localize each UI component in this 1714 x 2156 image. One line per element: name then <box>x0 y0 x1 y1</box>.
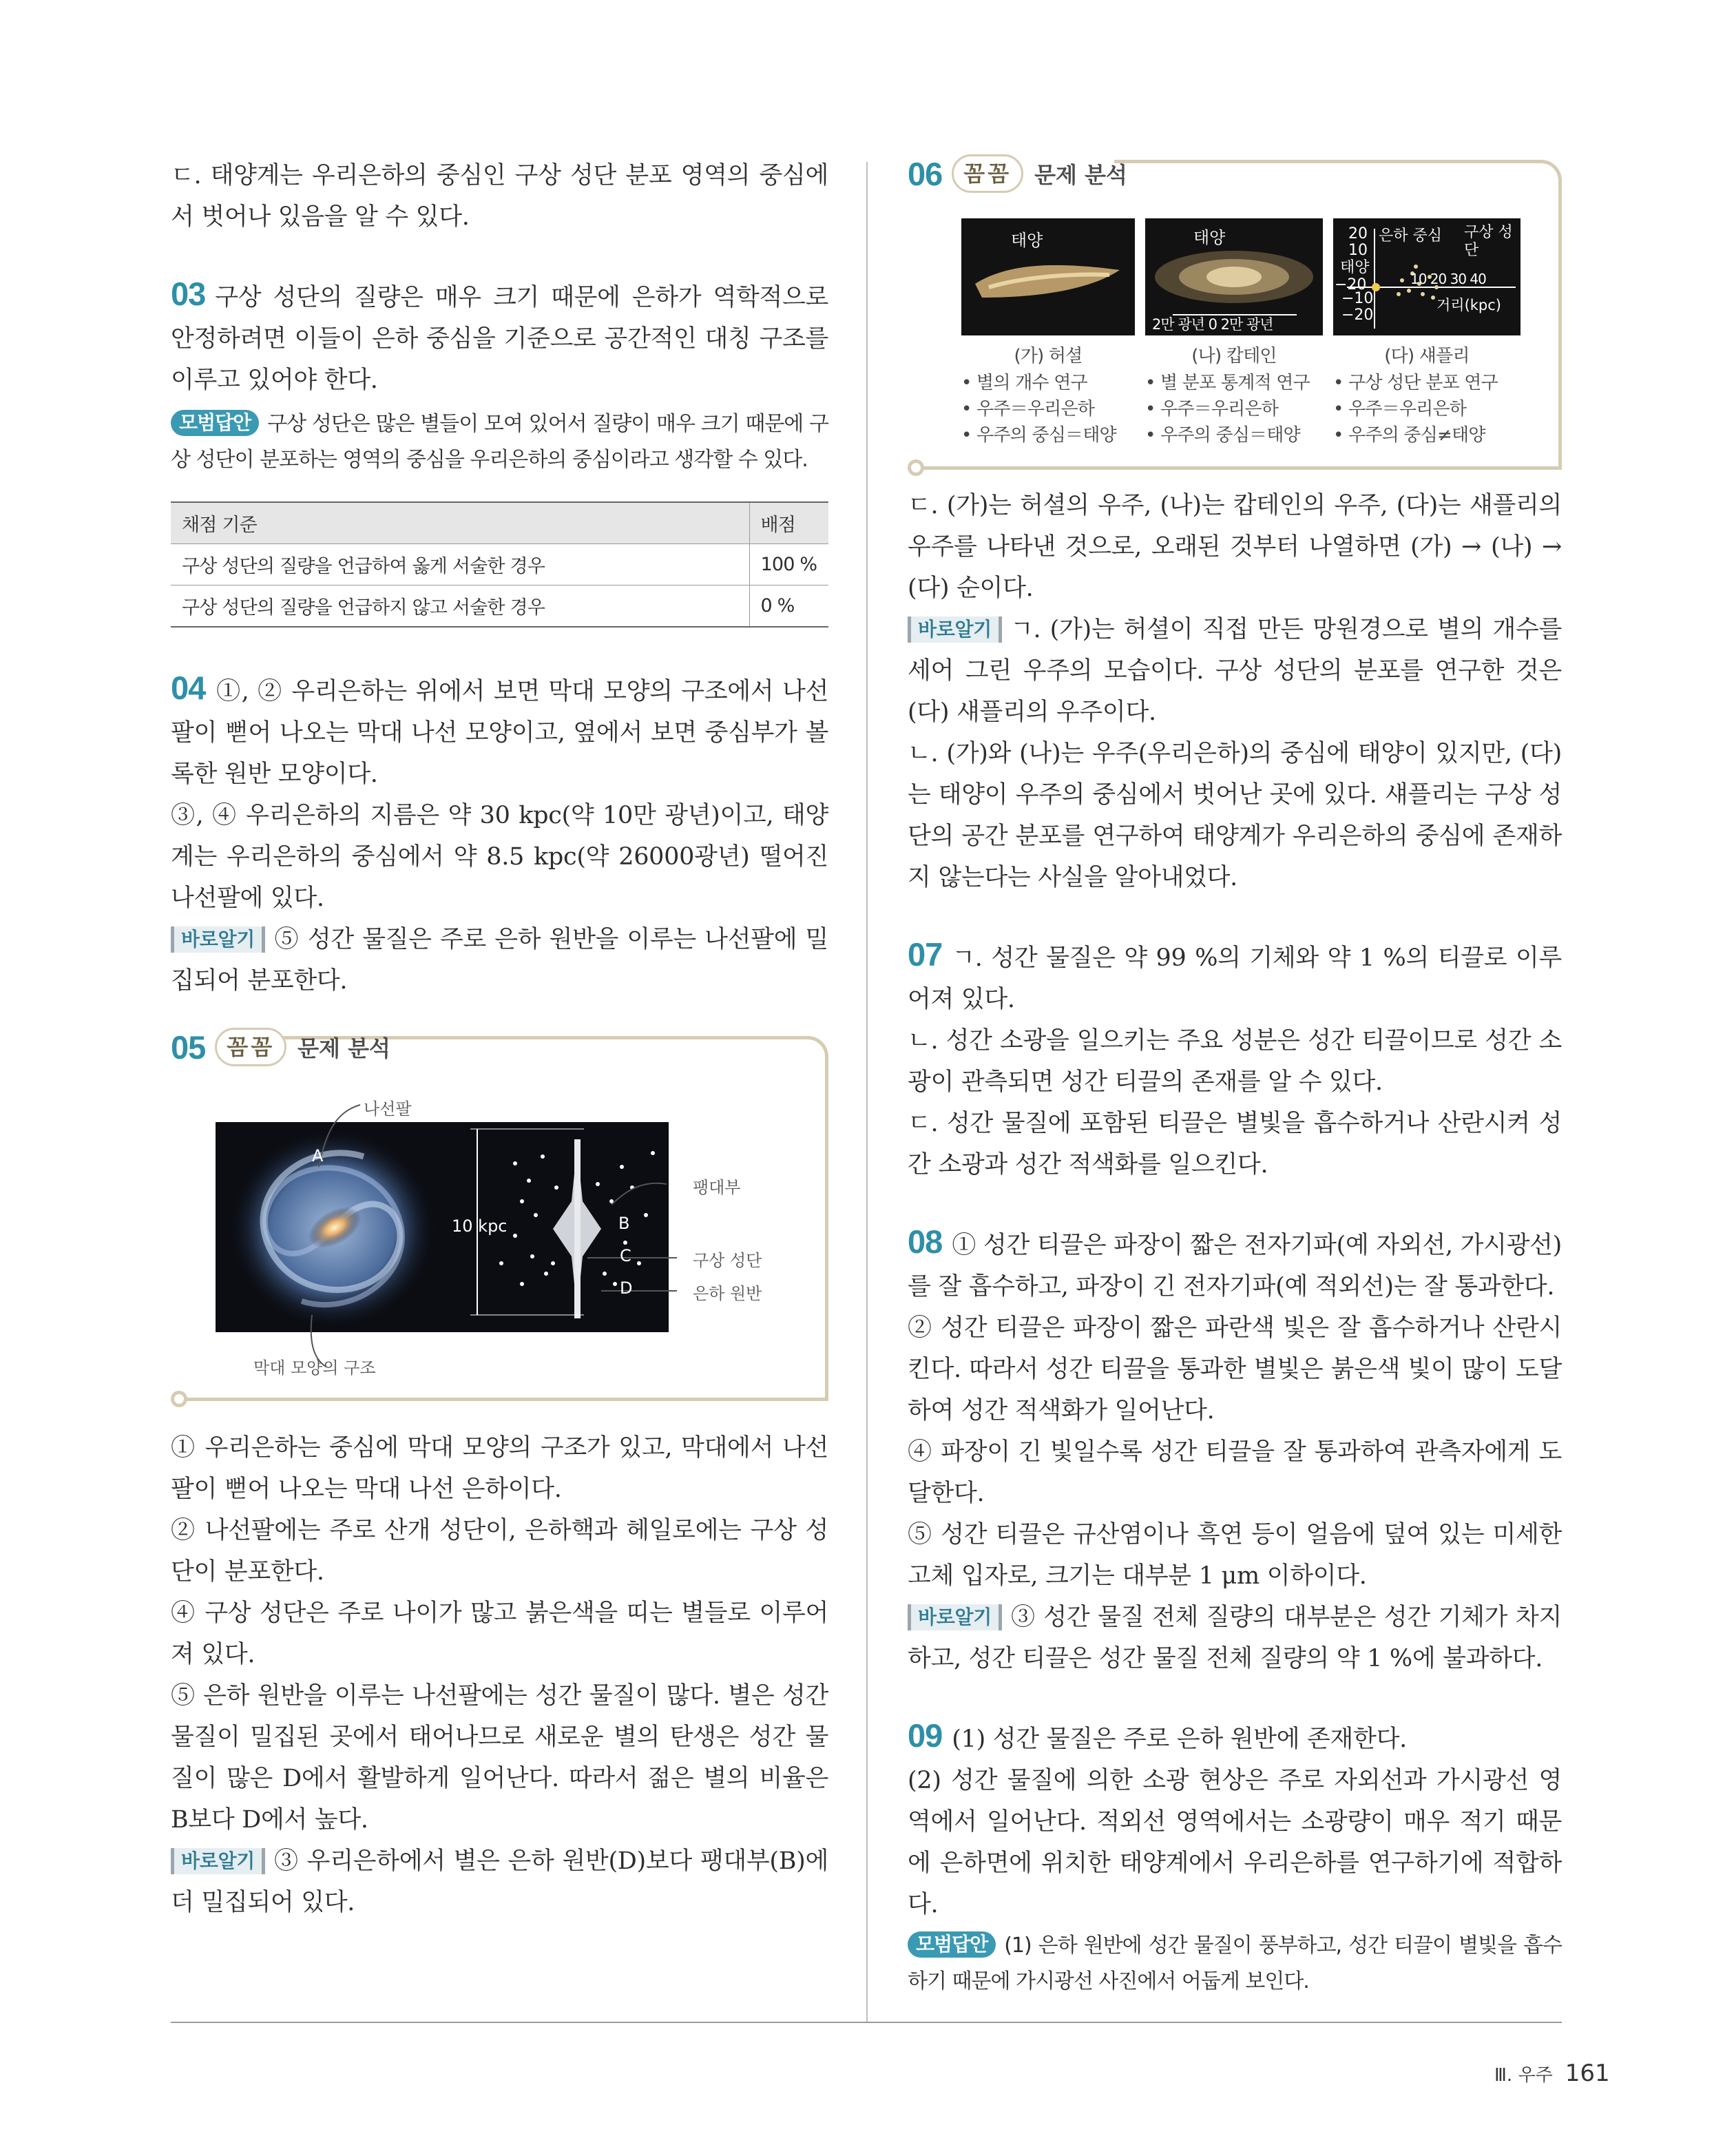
box-frame-right <box>1558 180 1562 470</box>
q07-p1 <box>908 934 1562 1020</box>
table-cell: 100 % <box>749 544 828 585</box>
tick-y-minus10: −10 <box>1341 290 1374 307</box>
panel-shapley <box>1333 218 1520 335</box>
box-frame-top <box>1114 160 1562 187</box>
milky-way-diagram <box>171 1036 828 1394</box>
q05-number: 05 <box>171 1028 206 1066</box>
label-sun: 태양 <box>1340 259 1370 276</box>
kkomkkom-badge: 꼼꼼 <box>215 1028 286 1066</box>
shapley-bullet: • 우주＝우리은하 <box>1333 399 1467 419</box>
q06-fix <box>908 609 1562 733</box>
column-divider <box>866 162 868 2022</box>
shapley-bullet: • 구상 성단 분포 연구 <box>1333 373 1498 393</box>
q09-p2: (2) 성간 물질에 의한 소광 현상은 주로 자외선과 가시광선 영역에서 일어난다. 적외선 영역에서는 소광량이 매우 적기 때문에 은하면에 위치한 태양계에서 우리은하를 연구하기에 적합하다. <box>908 1767 1562 1918</box>
q04-p1 <box>171 667 828 795</box>
table-header-criteria: 채점 기준 <box>171 502 749 544</box>
q07-p3: ㄷ. 성간 물질에 포함된 티끌은 별빛을 흡수하거나 산란시켜 성간 소광과 성간 적색화를 일으킨다. <box>908 1110 1562 1179</box>
q04-number: 04 <box>171 670 206 706</box>
q03-number: 03 <box>171 276 206 312</box>
q08-p1 <box>908 1221 1562 1307</box>
q09-model-text: (1) 은하 원반에 성간 물질이 풍부하고, 성간 티끌이 별빛을 흡수하기 때문에 가시광선 사진에서 어둡게 보인다. <box>908 1934 1562 1993</box>
q04-fix <box>171 919 828 1002</box>
label-galactic-center: 은하 중심 <box>1379 227 1443 245</box>
model-answer-badge: 모범답안 <box>908 1931 996 1958</box>
q06-header <box>908 154 1127 193</box>
page-number: 161 <box>1565 2060 1610 2087</box>
q03-text <box>171 273 828 401</box>
q08-p1-body: ① 성간 티끌은 파장이 짧은 전자기파(예 자외선, 가시광선)를 잘 흡수하고, 파장이 긴 전자기파(예 적외선)는 잘 통과한다. <box>908 1232 1562 1300</box>
caption-herschel: (가) 허셜 <box>1014 346 1083 366</box>
q06-number: 06 <box>908 155 943 192</box>
q09-p1 <box>908 1715 1562 1760</box>
q08-p3: ④ 파장이 긴 빛일수록 성간 티끌을 잘 통과하여 관측자에게 도달한다. <box>908 1438 1562 1507</box>
bottom-rule <box>171 2022 1562 2023</box>
galaxy-face-on <box>229 1129 436 1329</box>
q06-analysis-box <box>908 155 1562 484</box>
kapteyn-bullet: • 별 분포 통계적 연구 <box>1145 373 1310 393</box>
q03-model-answer <box>171 406 828 478</box>
section-label: Ⅲ. 우주 <box>1494 2065 1553 2086</box>
q08-fix <box>908 1597 1562 1679</box>
page-footer <box>1494 2060 1610 2087</box>
q06-fix-text: ㄱ. (가)는 허셜이 직접 만든 망원경으로 별의 개수를 세어 그린 우주의 모습이다. 구상 성단의 분포를 연구한 것은 (다) 섀플리의 우주이다. <box>908 616 1562 726</box>
kapteyn-bullet: • 우주의 중심＝태양 <box>1145 425 1300 446</box>
milky-way-figure <box>171 1036 828 1394</box>
q08-p4: ⑤ 성간 티끌은 규산염이나 흑연 등이 얼음에 덮여 있는 미세한 고체 입자로, 크기는 대부분 1 μm 이하이다. <box>908 1521 1562 1590</box>
box-frame-bottom <box>921 466 1562 470</box>
q09-model-answer <box>908 1928 1562 2000</box>
q09-number: 09 <box>908 1717 943 1754</box>
tick-y-20: 20 <box>1348 225 1368 242</box>
fix-badge: 바로알기 <box>908 616 1002 643</box>
q04-p1-body: ①, ② 우리은하는 위에서 보면 막대 모양의 구조에서 나선팔이 뻗어 나오는 막대 나선 모양이고, 옆에서 보면 중심부가 볼록한 원반 모양이다. <box>171 678 828 788</box>
kkomkkom-badge: 꼼꼼 <box>952 154 1023 193</box>
herschel-universe-diagram <box>961 218 1135 335</box>
q08-number: 08 <box>908 1223 943 1260</box>
box-title: 문제 분석 <box>297 1035 390 1061</box>
q05-fix-text: ③ 우리은하에서 별은 은하 원반(D)보다 팽대부(B)에 더 밀집되어 있다. <box>171 1847 828 1916</box>
tick-y-minus20: −20 <box>1335 276 1367 293</box>
label-A: A <box>312 1146 324 1165</box>
label-scale: 2만 광년 0 2만 광년 <box>1152 316 1273 333</box>
label-spiral-arm: 나선팔 <box>364 1099 412 1119</box>
tick-x-labels: 10 20 30 40 <box>1410 271 1486 287</box>
label-galactic-disk: 은하 원반 <box>693 1284 762 1303</box>
table-cell: 구상 성단의 질량을 언급하여 옳게 서술한 경우 <box>171 544 749 585</box>
caption-kapteyn: (나) 캅테인 <box>1191 346 1277 366</box>
q04-p2: ③, ④ 우리은하의 지름은 약 30 kpc(약 10만 광년)이고, 태양계는 우리은하의 중심에서 약 8.5 kpc(약 26000광년) 떨어진 나선팔에 있다. <box>171 802 828 912</box>
label-bulge: 팽대부 <box>693 1178 741 1197</box>
right-column <box>908 155 1562 2000</box>
table-row <box>171 544 828 585</box>
q05-p3: ④ 구상 성단은 주로 나이가 많고 붉은색을 띠는 별들로 이루어져 있다. <box>171 1599 828 1668</box>
table-cell: 0 % <box>749 585 828 628</box>
fix-badge: 바로알기 <box>171 926 265 953</box>
herschel-bullet: • 별의 개수 연구 <box>961 373 1087 393</box>
label-sun: 태양 <box>1011 231 1043 250</box>
panel-kapteyn <box>1145 218 1323 335</box>
q06-p2: ㄴ. (가)와 (나)는 우주(우리은하)의 중심에 태양이 있지만, (다)는 태양이 우주의 중심에서 벗어난 곳에 있다. 섀플리는 구상 성단의 공간 분포를 연구하여 태양계가 우리은하의 중심에 존재하지 않는다는 사실을 알아내었다. <box>908 740 1562 891</box>
tick-y-10: 10 <box>1348 242 1368 259</box>
tick-y-minus20: −20 <box>1341 307 1374 324</box>
caption-shapley: (다) 섀플리 <box>1384 346 1470 366</box>
q07-p2: ㄴ. 성간 소광을 일으키는 주요 성분은 성간 티끌이므로 성간 소광이 관측되면 성간 티끌의 존재를 알 수 있다. <box>908 1027 1562 1096</box>
fix-badge: 바로알기 <box>908 1604 1002 1630</box>
q08-p2: ② 성간 티끌은 파장이 짧은 파란색 빛은 잘 흡수하거나 산란시킨다. 따라서 성간 티끌을 통과한 별빛은 붉은색 빛이 많이 도달하여 성간 적색화가 일어난다. <box>908 1314 1562 1424</box>
model-answer-badge: 모범답안 <box>171 410 259 436</box>
q05-p2: ② 나선팔에는 주로 산개 성단이, 은하핵과 헤일로에는 구상 성단이 분포한다. <box>171 1517 828 1586</box>
label-globular-cluster: 구상 성단 <box>693 1251 762 1270</box>
q05-p1: ① 우리은하는 중심에 막대 모양의 구조가 있고, 막대에서 나선팔이 뻗어 나오는 막대 나선 은하이다. <box>171 1434 828 1503</box>
label-D: D <box>620 1278 633 1298</box>
label-sun: 태양 <box>1193 228 1226 247</box>
q09-p1-body: (1) 성간 물질은 주로 은하 원반에 존재한다. <box>952 1725 1407 1753</box>
fix-badge: 바로알기 <box>171 1848 265 1874</box>
q05-fix <box>171 1841 828 1923</box>
panel-herschel <box>961 218 1135 335</box>
kapteyn-bullet: • 우주＝우리은하 <box>1145 399 1279 419</box>
left-column <box>171 155 828 1923</box>
q03-model-text: 구상 성단은 많은 별들이 모여 있어서 질량이 매우 크기 때문에 구상 성단이 분포하는 영역의 중심을 우리은하의 중심이라고 생각할 수 있다. <box>171 412 828 472</box>
q07-number: 07 <box>908 936 943 973</box>
shapley-bullet: • 우주의 중심≠태양 <box>1333 425 1485 446</box>
box-end-dot <box>908 459 924 476</box>
scoring-table <box>171 501 828 628</box>
q07-p1-body: ㄱ. 성간 물질은 약 99 %의 기체와 약 1 %의 티끌로 이루어져 있다. <box>908 944 1562 1013</box>
table-cell: 구상 성단의 질량을 언급하지 않고 서술한 경우 <box>171 585 749 628</box>
box-title: 문제 분석 <box>1034 162 1127 188</box>
label-globular-cluster: 구상 성단 <box>1464 224 1513 259</box>
herschel-bullet: • 우주＝우리은하 <box>961 399 1095 419</box>
label-B: B <box>618 1214 630 1233</box>
q05-analysis-box <box>171 1028 828 1422</box>
q06-p1: ㄷ. (가)는 허셜의 우주, (나)는 캅테인의 우주, (다)는 섀플리의 우주를 나타낸 것으로, 오래된 것부터 나열하면 (가) → (나) → (다) 순이다. <box>908 492 1562 602</box>
label-10kpc: 10 kpc <box>452 1216 508 1236</box>
q05-p4: ⑤ 은하 원반을 이루는 나선팔에는 성간 물질이 많다. 별은 성간 물질이 밀집된 곳에서 태어나므로 새로운 별의 탄생은 성간 물질이 많은 D에서 활발하게 일어난다. 따라서 젊은 별의 비율은 B보다 D에서 높다. <box>171 1682 828 1834</box>
q04-fix-text: ⑤ 성간 물질은 주로 은하 원반을 이루는 나선팔에 밀집되어 분포한다. <box>171 926 828 995</box>
q03-body: 구상 성단의 질량은 매우 크기 때문에 은하가 역학적으로 안정하려면 이들이 은하 중심을 기준으로 공간적인 대칭 구조를 이루고 있어야 한다. <box>171 284 828 394</box>
label-distance-axis: 거리(kpc) <box>1436 297 1501 313</box>
table-header-row <box>171 502 828 544</box>
label-bar-structure: 막대 모양의 구조 <box>253 1358 376 1378</box>
herschel-bullet: • 우주의 중심＝태양 <box>961 425 1116 446</box>
intro-c-text: ㄷ. 태양계는 우리은하의 중심인 구상 성단 분포 영역의 중심에서 벗어나 있음을 알 수 있다. <box>171 162 828 231</box>
table-header-points: 배점 <box>749 502 828 544</box>
box-frame-bottom <box>185 1398 828 1401</box>
label-C: C <box>620 1246 631 1265</box>
table-row <box>171 585 828 628</box>
q08-fix-text: ③ 성간 물질 전체 질량의 대부분은 성간 기체가 차지하고, 성간 티끌은 성간 물질 전체 질량의 약 1 %에 불과하다. <box>908 1604 1562 1672</box>
